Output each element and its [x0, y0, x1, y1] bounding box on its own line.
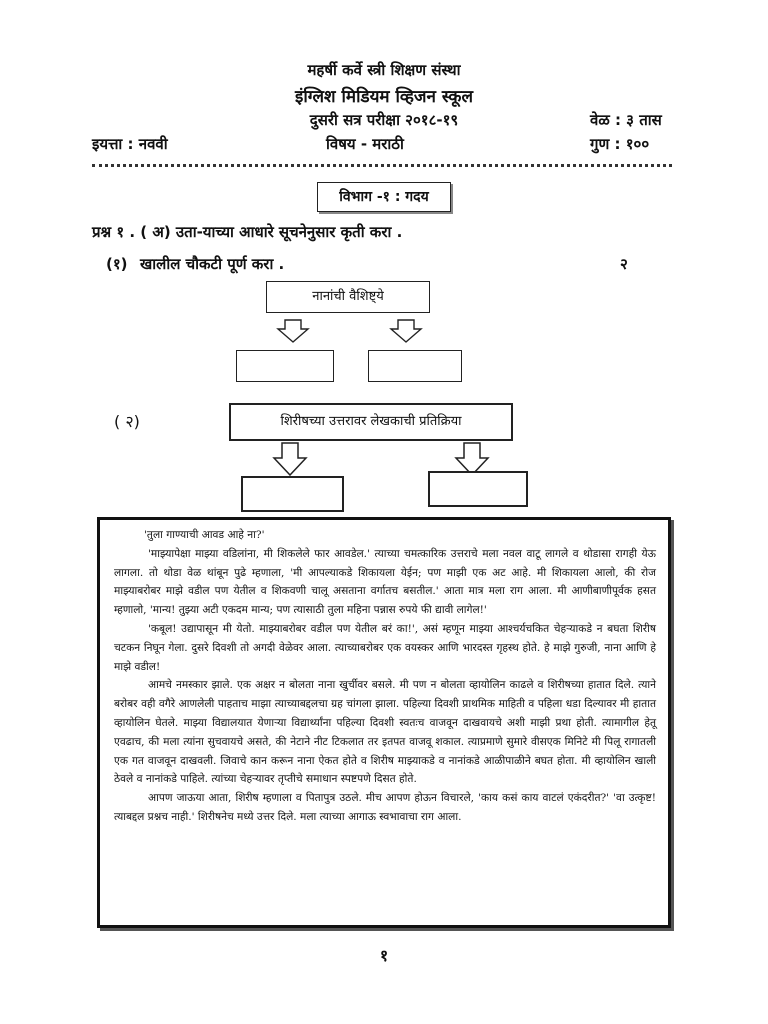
- q1-answer-box-2[interactable]: [368, 350, 462, 382]
- page-number: १: [379, 946, 389, 965]
- school-name: इंग्लिश मिडियम व्हिजन स्कूल: [294, 87, 474, 107]
- q2-title-box: [229, 403, 513, 441]
- q1-answer-box-1[interactable]: [236, 350, 334, 382]
- institution-name: महर्षी कर्वे स्त्री शिक्षण संस्था: [307, 61, 461, 79]
- section-title-box: [317, 182, 451, 212]
- passage-paragraph: 'माझ्यापेक्षा माझ्या वडिलांना, मी शिकलेले फार आवडेल.' त्याच्या चमत्कारिक उत्तराचे मला नवल वाटू लागले व थोडासा रागही येऊ लागला. तो थोडा वेळ थांबून पुढे म्हणाला, 'मी आपल्याकडे शिकायला येईन; पण माझी एक अट आहे. मी शिकायला आलो, की रोज माझ्याबरोबर माझे वडील पण येतील व शिकवणी चालू असताना वर्गातच बसतील.' आता मात्र मला राग आला. मी आणीबाणीपूर्वक हसत म्हणालो, 'मान्य! तुझ्या अटी एकदम मान्य; पण त्यासाठी तुला महिना पन्नास रुपये फी द्यावी लागेल!': [114, 547, 656, 617]
- passage-paragraph: 'तुला गाण्याची आवड आहे ना?': [144, 529, 265, 541]
- subject-label: विषय - मराठी: [326, 135, 404, 153]
- total-marks: गुण : १००: [590, 135, 650, 153]
- q1-number: (१): [106, 255, 128, 273]
- exam-duration: वेळ : ३ तास: [590, 111, 662, 129]
- passage-paragraph: आमचे नमस्कार झाले. एक अक्षर न बोलता नाना खुर्चीवर बसले. मी पण न बोलता व्हायोलिन काढले व शिरीषच्या हातात दिले. त्याने बरोबर वही वगैरे आणलेली पाहताच माझा त्याच्याबद्दलचा ग्रह चांगला झाला. पहिल्या दिवशी प्राथमिक माहिती व पहिला धडा दिल्यावर मी हातात व्हायोलिन घेतले. माझ्या विद्यालयात येणाऱ्या विद्यार्थ्यांना पहिल्या दिवशी स्वतःच वाजवून दाखवायचे अशी माझी प्रथा होती. त्यामागील हेतू एवढाच, की मला त्यांना सुचवायचे असते, की नेटाने नीट टिकलात तर इतपत वाजवू शकाल. त्याप्रमाणे सुमारे वीसएक मिनिटे मी पिलू रागातली एक गत वाजवून दाखवली. जिवाचे कान करून नाना ऐकत होते व शिरीष माझ्याकडे व नानांकडे आळीपाळीने बघत होता. मी व्हायोलिन खाली ठेवले व नानांकडे पाहिले. त्यांच्या चेहऱ्यावर तृप्तीचे समाधान स्पष्टपणे दिसत होते.: [114, 679, 656, 786]
- passage-paragraph: 'कबूल! उद्यापासून मी येतो. माझ्याबरोबर वडील पण येतील बरं का!', असं म्हणून माझ्या आश्चर्यचकित चेहऱ्याकडे न बघता शिरीष चटकन निघून गेला. दुसरे दिवशी तो अगदी वेळेवर आला. त्याच्याबरोबर एक वयस्कर आणि भारदस्त गृहस्थ होते. हे माझे गुरुजी, नाना आणि हे माझे वडील!: [114, 622, 656, 673]
- passage-paragraph: आपण जाऊया आता, शिरीष म्हणाला व पितापुत्र उठले. मीच आपण होऊन विचारले, 'काय कसं काय वाटलं एकंदरीत?' 'वा उत्कृष्ट! त्याबद्दल प्रश्नच नाही.' शिरीषनेच मध्ये उत्तर दिले. मला त्याच्या आगाऊ स्वभावाचा राग आला.: [114, 792, 656, 823]
- reading-passage: [97, 517, 671, 928]
- header-divider: [92, 164, 672, 167]
- exam-title: दुसरी सत्र परीक्षा २०१८-१९: [309, 111, 459, 129]
- q1-marks: २: [620, 255, 628, 273]
- q1-title-box: [266, 281, 430, 313]
- arrow-down-icon: [276, 319, 310, 343]
- q2-title-text: शिरीषच्या उत्तरावर लेखकाची प्रतिक्रिया: [280, 414, 462, 429]
- arrow-down-icon: [389, 319, 423, 343]
- question-main: प्रश्न १ . ( अ) उता-याच्या आधारे सूचनेनुसार कृती करा .: [92, 223, 403, 241]
- q2-answer-box-1[interactable]: [241, 476, 344, 512]
- section-title: विभाग -१ : गदय: [339, 189, 429, 205]
- arrow-down-icon: [272, 442, 308, 476]
- q2-answer-box-2[interactable]: [428, 471, 528, 507]
- grade-label: इयत्ता : नववी: [92, 135, 168, 153]
- q1-title-text: नानांची वैशिष्ट्ये: [312, 289, 384, 304]
- q2-number: ( २): [114, 412, 140, 431]
- q1-instruction: खालील चौकटी पूर्ण करा .: [140, 255, 285, 273]
